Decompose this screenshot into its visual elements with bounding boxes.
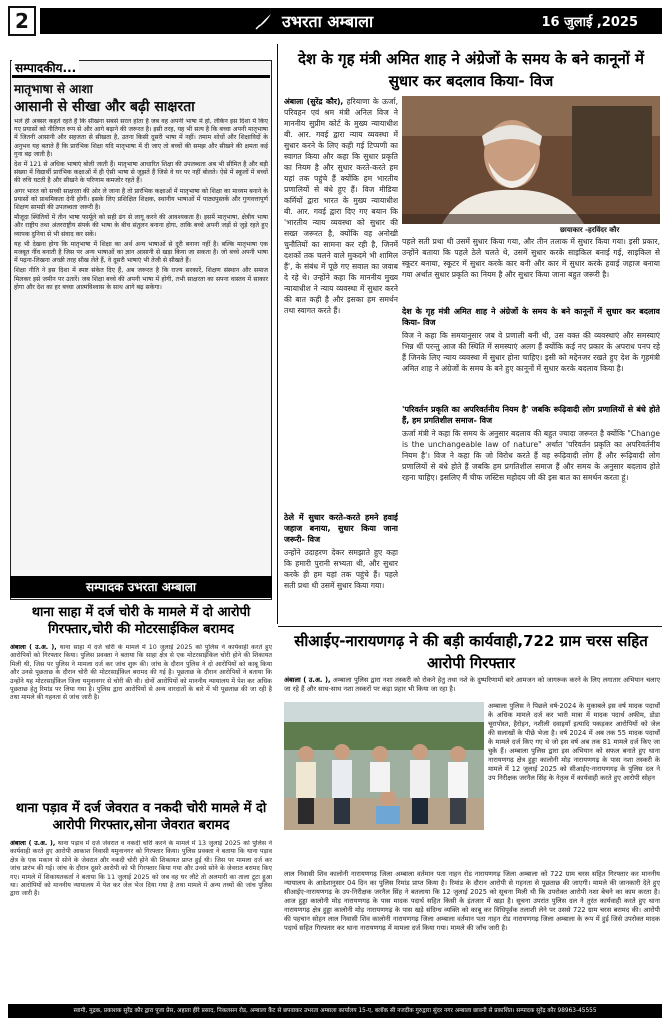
main-story-subhead-left: ठेले में सुधार करते-करते हमने हवाई जहाज बनाया, सुधार किया जाना जरूरी- विज bbox=[284, 513, 398, 544]
editorial-paragraph: यह भी देखना होगा कि मातृभाषा में शिक्षा का अर्थ अन्य भाषाओं से दूरी बनाना नहीं है। बल्कि मातृभाषा एक मजबूत नींव बनाती है जिस पर अन्य भाषाओं का ज्ञान आसानी से खड़ा किया जा सकता है। जो बच्चे अपनी भाषा में पढ़ना-लिखना अच्छी तरह सीख लेते हैं, वे दूसरी भाषाएं भी तेजी से सीखते हैं। bbox=[14, 240, 268, 265]
main-story-col-left-2 bbox=[284, 510, 398, 622]
vij-portrait-photo bbox=[402, 96, 660, 224]
charas-story-col-right bbox=[488, 702, 660, 868]
editorial-body bbox=[14, 118, 268, 568]
charas-story-dateline: अंबाला ( उ.अ. ), bbox=[284, 676, 331, 684]
jewelry-story-body bbox=[10, 840, 272, 998]
jewelry-story-text: थाना पड़ाव में दर्ज जेवरात व नकदी चोरी करने के मामले में 13 जुलाई 2025 को पुलिस ने कार्यवाही करते हुए आरोपी आकाश निवासी यमुनानगर को गिरफ्तार किया। पुलिस प्रवक्ता ने बताया कि थाना पड़ाव क्षेत्र के एक मकान से सोने के जेवरात और नकदी चोरी होने की शिकायत प्राप्त हुई थी। जिस पर मामला दर्ज कर जांच प्रारंभ की गई। जांच के दौरान दूसरे आरोपी को भी गिरफ्तार किया गया और उनसे सोने के जेवरात बरामद किए गए। मामले में शिकायतकर्ता ने बताया कि 11 जुलाई 2025 को जब वह घर लौटे तो अलमारी का ताला टूटा हुआ था। आरोपियों को माननीय न्यायालय में पेश कर जेल भेज दिया गया है तथा मामले में अन्य तथ्यों की जांच पुलिस द्वारा जारी है। bbox=[10, 840, 272, 898]
main-photo-caption: छायाकार -हरविंदर कौर bbox=[560, 226, 620, 234]
editorial-tag: सम्पादकीय... bbox=[12, 58, 79, 77]
vij-portrait-illustration bbox=[402, 96, 660, 224]
imprint-footer: स्वामी, मुद्रक, प्रकाशक सुरेंद्र कौर द्वारा पूजा प्रेस, अहाता हीरे प्रसाद, निकलसन रोड, अम्बाला कैंट से छपवाकर उभरता अम्बाला कार्यालय 15-ए, बलॉक सी नजदीक गुरुद्वारा सुंदर नगर अम्बाला छावनी से प्रकाशित। सम्पादक सुरेंद्र कौर 98963-45555 bbox=[8, 1004, 662, 1018]
jewelry-story-dateline: अंबाला ( उ.अ. ), bbox=[10, 840, 56, 847]
main-story-col-right bbox=[402, 236, 660, 302]
editorial-kicker: मातृभाषा से आशा bbox=[14, 82, 93, 96]
theft-story-body bbox=[10, 644, 272, 794]
main-story-col-right-3 bbox=[402, 402, 660, 622]
arrest-group-photo bbox=[284, 702, 484, 830]
main-story-text-left-2: उन्होंने उदाहरण देकर समझाते हुए कहा कि हमारी पुरानी सभ्यता थी, और सुधार करके ही हम यहां तक पहुंचे हैं। पहले सती प्रथा थी उसमें सुधार किया गया। bbox=[284, 548, 398, 590]
charas-story-headline: सीआईए-नारायणगढ़ ने की बड़ी कार्यवाही,722 ग्राम चरस सहित आरोपी गिरफ्तार bbox=[294, 632, 648, 672]
charas-story-text-right: अम्बाला पुलिस ने पिछले वर्ष-2024 के मुकाबले इस वर्ष मादक पदार्थों के अधिक मामले दर्ज कर भारी मात्रा में मादक पदार्थ अफीम, डोडा चूरापोस्त, हैरोइन, नशीली दवाइयाँ इत्यादि पकड़कर आरोपियों को जेल की सलाखों के पीछे भेजा है। वर्ष 2024 में अब तक 55 मादक पदार्थों के मामले दर्ज किए गए थे जो इस वर्ष अब तक 81 मामले दर्ज किए जा चुके हैं। अम्बाला पुलिस द्वारा इस अभियान को सफल बनाते हुए थाना नारायणगढ़ क्षेत्र हुड्डा कालोनी मोड़ नारायणगढ़ के पास नशा तस्करी के मामले में 12 जुलाई 2025 को सीआईए-नारायणगढ़ के पुलिस दल ने उप निरीक्षक जरनैल सिंह के नेतृत्व में कार्यवाही करते हुए आरोपी सोहन bbox=[488, 702, 660, 782]
page-number: 2 bbox=[8, 6, 36, 36]
main-story-text-left: हरियाणा के ऊर्जा, परिवहन एवं श्रम मंत्री अनिल विज ने माननीय सुप्रीम कोर्ट के मुख्य न्यायाधीश बी. आर. गवई द्वारा न्याय व्यवस्था में सुधार करने के लिए कही गई टिप्पणी का स्वागत किया और कहा कि सुधार प्रकृति का नियम है और सुधार करते-करते हम यहां तक पहुंचे हैं क्योंकि हम भारतीय प्रणालियों से बंधे हुए हैं। विज मीडिया कर्मियों द्वारा भारत के मुख्य न्यायाधीश बी. आर. गवई द्वारा दिए गए बयान कि 'भारतीय न्याय व्यवस्था को सुधार की सख्त जरूरत है, क्योंकि वह अनोखी चुनौतियों का सामना कर रही है, जिनमें दशकों तक चलने वाले मुकदमे भी शामिल हैं', के संबंध में पूछे गए सवाल का जवाब दे रहे थे। उन्होंने कहा कि माननीय मुख्य न्यायाधीश ने न्याय व्यवस्था में सुधार करने की बात कही है और इसका हम समर्थन तथा स्वागत करते हैं। bbox=[284, 97, 398, 315]
theft-story-headline: थाना साहा में दर्ज चोरी के मामले में दो आरोपी गिरफ्तार,चोरी की मोटरसाईकिल बरामद bbox=[31, 605, 251, 637]
main-story-subhead-right: देश के गृह मंत्री अमित शाह ने अंग्रेजों के समय के बने कानूनों में सुधार कर बदलाव किया- विज bbox=[402, 307, 660, 327]
police-group-illustration bbox=[284, 702, 484, 830]
issue-date: 16 जुलाई ,2025 bbox=[541, 15, 638, 30]
charas-story-text-bottom: लाल निवासी शिव कालोनी नारायणगढ़ जिला अम्बाला वर्तमान पता नाहन रोड नारायणगढ़ जिला अम्बाला को 722 ग्राम चरस सहित गिरफ्तार कर माननीय न्यायालय के आदेशानुसार 04 दिन का पुलिस रिमांड प्राप्त किया है। रिमांड के दौरान आरोपी से गहनता से पूछताछ की जाएगी। मामले की जानकारी देते हुए सीआईए-नारायणगढ़ के उप-निरीक्षक जरनैल सिंह ने बतलाया कि 12 जुलाई 2025 को सूचना मिली थी कि उपरोक्त आरोपी नशा बेचने का काम करता है। आज हुड्डा कालोनी मोड़ नारायणगढ़ के पास मादक पदार्थ सहित किसी के इंतजार में खड़ा है। सूचना उपरांत पुलिस दल ने तुरंत कार्यवाही करते हुए थाना नारायणगढ़ क्षेत्र हुड्डा कालोनी मोड़ नारायणगढ़ के पास खड़े संदिग्ध व्यक्ति को काबू कर विधिपूर्वक तलाशी लेने पर उससे 722 ग्राम चरस बरामद की। आरोपी की पहचान सोहन लाल निवासी शिव कालोनी नारायणगढ़ जिला अम्बाला वर्तमान पता नाहन रोड नारायणगढ़ जिला अम्बाला के रूप में हुई जिसे उपरोक्त मादक पदार्थ सहित गिरफ्तार कर थाना नारायणगढ़ में मामला दर्ज किया गया। मामले की जाँच जारी है। bbox=[284, 870, 660, 932]
main-story-subhead-quote: 'परिवर्तन प्रकृति का अपरिवर्तनीय नियम है' जबकि रूढ़िवादी लोग प्रणालियों से बंधे होते हैं, हम प्रगतिशील समाज- विज bbox=[402, 405, 660, 425]
main-story-text-right-3: ऊर्जा मंत्री ने कहा कि समय के अनुसार बदलाव की बहुत ज्यादा जरूरत है क्योंकि "Change is the unchangeable law of nature" अर्थात 'परिवर्तन प्रकृति का अपरिवर्तनीय नियम है'। विज ने कहा कि जो विरोध करते हैं वह रूढ़िवादी लोग हैं और रूढ़िवादी लोग प्रणालियों से बंधे होते हैं जबकि हम प्रगतिशील समाज हैं और समय के अनुसार बदलाव होते रहना चाहिए। इसलिए मैं चीफ जस्टिस महोदय जी की इस बात का समर्थन करता हूं। bbox=[402, 429, 660, 482]
column-divider bbox=[277, 44, 278, 624]
editorial-paragraph: भले ही अक्सर कहते रहते हैं कि सीखना सबसे सरल होता है जब वह अपनी भाषा में हो, लेकिन इस दिशा में किए गए प्रयासों को नीतिगत रूप से और आगे बढ़ाने की जरूरत है। इसी तरह, यह भी सत्य है कि बच्चा अपनी मातृभाषा में जितनी आसानी और सहजता से सीखता है, उतना किसी दूसरी भाषा में नहीं। तमाम शोधों और शिक्षाविदों के अनुभव यह बताते हैं कि प्रारंभिक शिक्षा यदि मातृभाषा में दी जाए तो बच्चों की समझ और सीखने की क्षमता कई गुना बढ़ जाती है। bbox=[14, 118, 268, 158]
editorial-paragraph: मौजूदा स्थितियों में तीन भाषा फार्मूले को सही ढंग से लागू करने की आवश्यकता है। इसमें मातृभाषा, क्षेत्रीय भाषा और राष्ट्रीय तथा अंतरराष्ट्रीय संपर्क की भाषा के बीच संतुलन बनाना होगा, ताकि बच्चे अपनी जड़ों से जुड़े रहते हुए व्यापक दुनिया से भी संवाद कर सकें। bbox=[14, 214, 268, 238]
main-story-dateline: अंबाला (सुरेंद्र कौर), bbox=[284, 97, 344, 106]
editorial-footer: सम्पादक उभरता अम्बाला bbox=[10, 576, 272, 598]
charas-story-intro-text: अम्बाला पुलिस द्वारा नशा तस्करी को रोकने हेतु तथा नशे के दुष्परिणामों बारे आमजन को जागरूक करने के लिए लगातार अभियान चलाए जा रहे हैं और साथ-साथ नशा तस्करों पर कड़ा प्रहार भी किया जा रहा है। bbox=[284, 676, 660, 693]
section-divider bbox=[278, 626, 662, 627]
main-story-col-right-2 bbox=[402, 304, 660, 400]
main-story-text-right-2: विज ने कहा कि समयानुसार जब वे प्रणाली बनी थी, उस वक्त की व्यवस्थाएं और समस्याएं भिन्न थीं परन्तु आज की स्थिति में समस्याएं अलग हैं क्योंकि कई नए प्रकार के अपराध पनप रहे हैं जिनके लिए न्याय व्यवस्था में सुधार होना चाहिए। इसी को मद्देनजर रखते हुए देश के गृहमंत्री अमित शाह ने अंग्रेजों के समय के बने हुए कानूनों में सुधार करके बदलाव किया है। bbox=[402, 331, 660, 373]
theft-story-text: थाना साहा में दर्ज चोरी के मामले में 10 जुलाई 2025 को पुलिस ने कार्यवाही करते हुए आरोपियों को गिरफ्तार किया। पुलिस प्रवक्ता ने बताया कि साहा क्षेत्र से एक मोटरसाईकिल चोरी होने की शिकायत मिली थी, जिस पर पुलिस ने मामला दर्ज कर जांच शुरू की। जांच के दौरान पुलिस ने दो आरोपियों को काबू किया और उनसे पूछताछ के दौरान चोरी की मोटरसाईकिल बरामद की गई है। पूछताछ के दौरान आरोपियों ने बताया कि उन्होंने यह मोटरसाईकिल जिला यमुनानगर से चोरी की थी। दोनों आरोपियों को माननीय न्यायालय में पेश कर अधिक पूछताछ हेतु रिमांड पर लिया गया है। पुलिस द्वारा आरोपियों से अन्य वारदातों के बारे में भी पूछताछ की जा रही है तथा मामले की गहनता से जांच जारी है। bbox=[10, 644, 272, 702]
theft-story-dateline: अंबाला ( उ.अ. ), bbox=[10, 644, 57, 651]
charas-story-col-bottom bbox=[284, 870, 660, 1000]
masthead bbox=[8, 6, 662, 36]
editorial-paragraph: अगर भारत को सच्ची साक्षरता की ओर ले जाना है तो प्रारंभिक कक्षाओं में मातृभाषा को शिक्षा का माध्यम बनाने के प्रयासों को प्राथमिकता देनी होगी। इसके लिए प्रशिक्षित शिक्षक, स्थानीय भाषाओं में पाठ्यपुस्तकें और गुणवत्तापूर्ण शिक्षण सामग्री की उपलब्धता जरूरी है। bbox=[14, 187, 268, 212]
main-story-text-right: पहले सती प्रथा थी उसमें सुधार किया गया, और तीन तलाक में सुधार किया गया। इसी प्रकार, उन्होंने बताया कि पहले ठेले चलते थे, उसमें सुधार करके साइकिल बनाई गई, साइकिल से स्कूटर बनाया, स्कूटर में सुधार करके कार बनी और कार में सुधार करके हवाई जहाज बनाया गया अर्थात सुधार प्रकृति का नियम है और सुधार किया जाना बहुत जरूरी है। bbox=[402, 237, 660, 279]
paper-name: उभरता अम्बाला bbox=[282, 12, 374, 31]
editorial-tag-rule bbox=[12, 75, 270, 78]
jewelry-story-headline: थाना पड़ाव में दर्ज जेवरात व नकदी चोरी मामले में दो आरोपी गिरफ्तार,सोना जेवरात बरामद bbox=[15, 801, 267, 833]
quill-pen-icon bbox=[254, 11, 274, 31]
masthead-bar bbox=[40, 8, 662, 34]
editorial-headline: आसानी से सीखा और बढ़ी साक्षरता bbox=[14, 99, 195, 115]
main-story-headline: देश के गृह मंत्री अमित शाह ने अंग्रेजों के समय के बने कानूनों में सुधार कर बदलाव किया- विज bbox=[298, 50, 644, 90]
editorial-paragraph: देश में 121 से अधिक भाषाएं बोली जाती हैं। मातृभाषा आधारित शिक्षा की उपलब्धता अब भी सीमित है और बड़ी संख्या में विद्यार्थी प्रारंभिक कक्षाओं में ही ऐसी भाषा से जूझते हैं जिसे वे घर पर नहीं बोलते। ऐसे में स्कूलों में बच्चों की रुचि घटती है और सीखने के परिणाम कमजोर रहते हैं। bbox=[14, 161, 268, 185]
editorial-paragraph: शिक्षा नीति ने इस दिशा में स्पष्ट संकेत दिए हैं, अब जरूरत है कि राज्य सरकारें, शिक्षण संस्थान और समाज मिलकर इसे जमीन पर उतारें। जब शिक्षा बच्चे की अपनी भाषा में होगी, तभी साक्षरता का सपना वास्तव में साकार होगा और देश का हर बच्चा आत्मविश्वास के साथ आगे बढ़ सकेगा। bbox=[14, 267, 268, 291]
main-story-col-left bbox=[284, 96, 398, 508]
charas-story-intro bbox=[284, 676, 660, 700]
